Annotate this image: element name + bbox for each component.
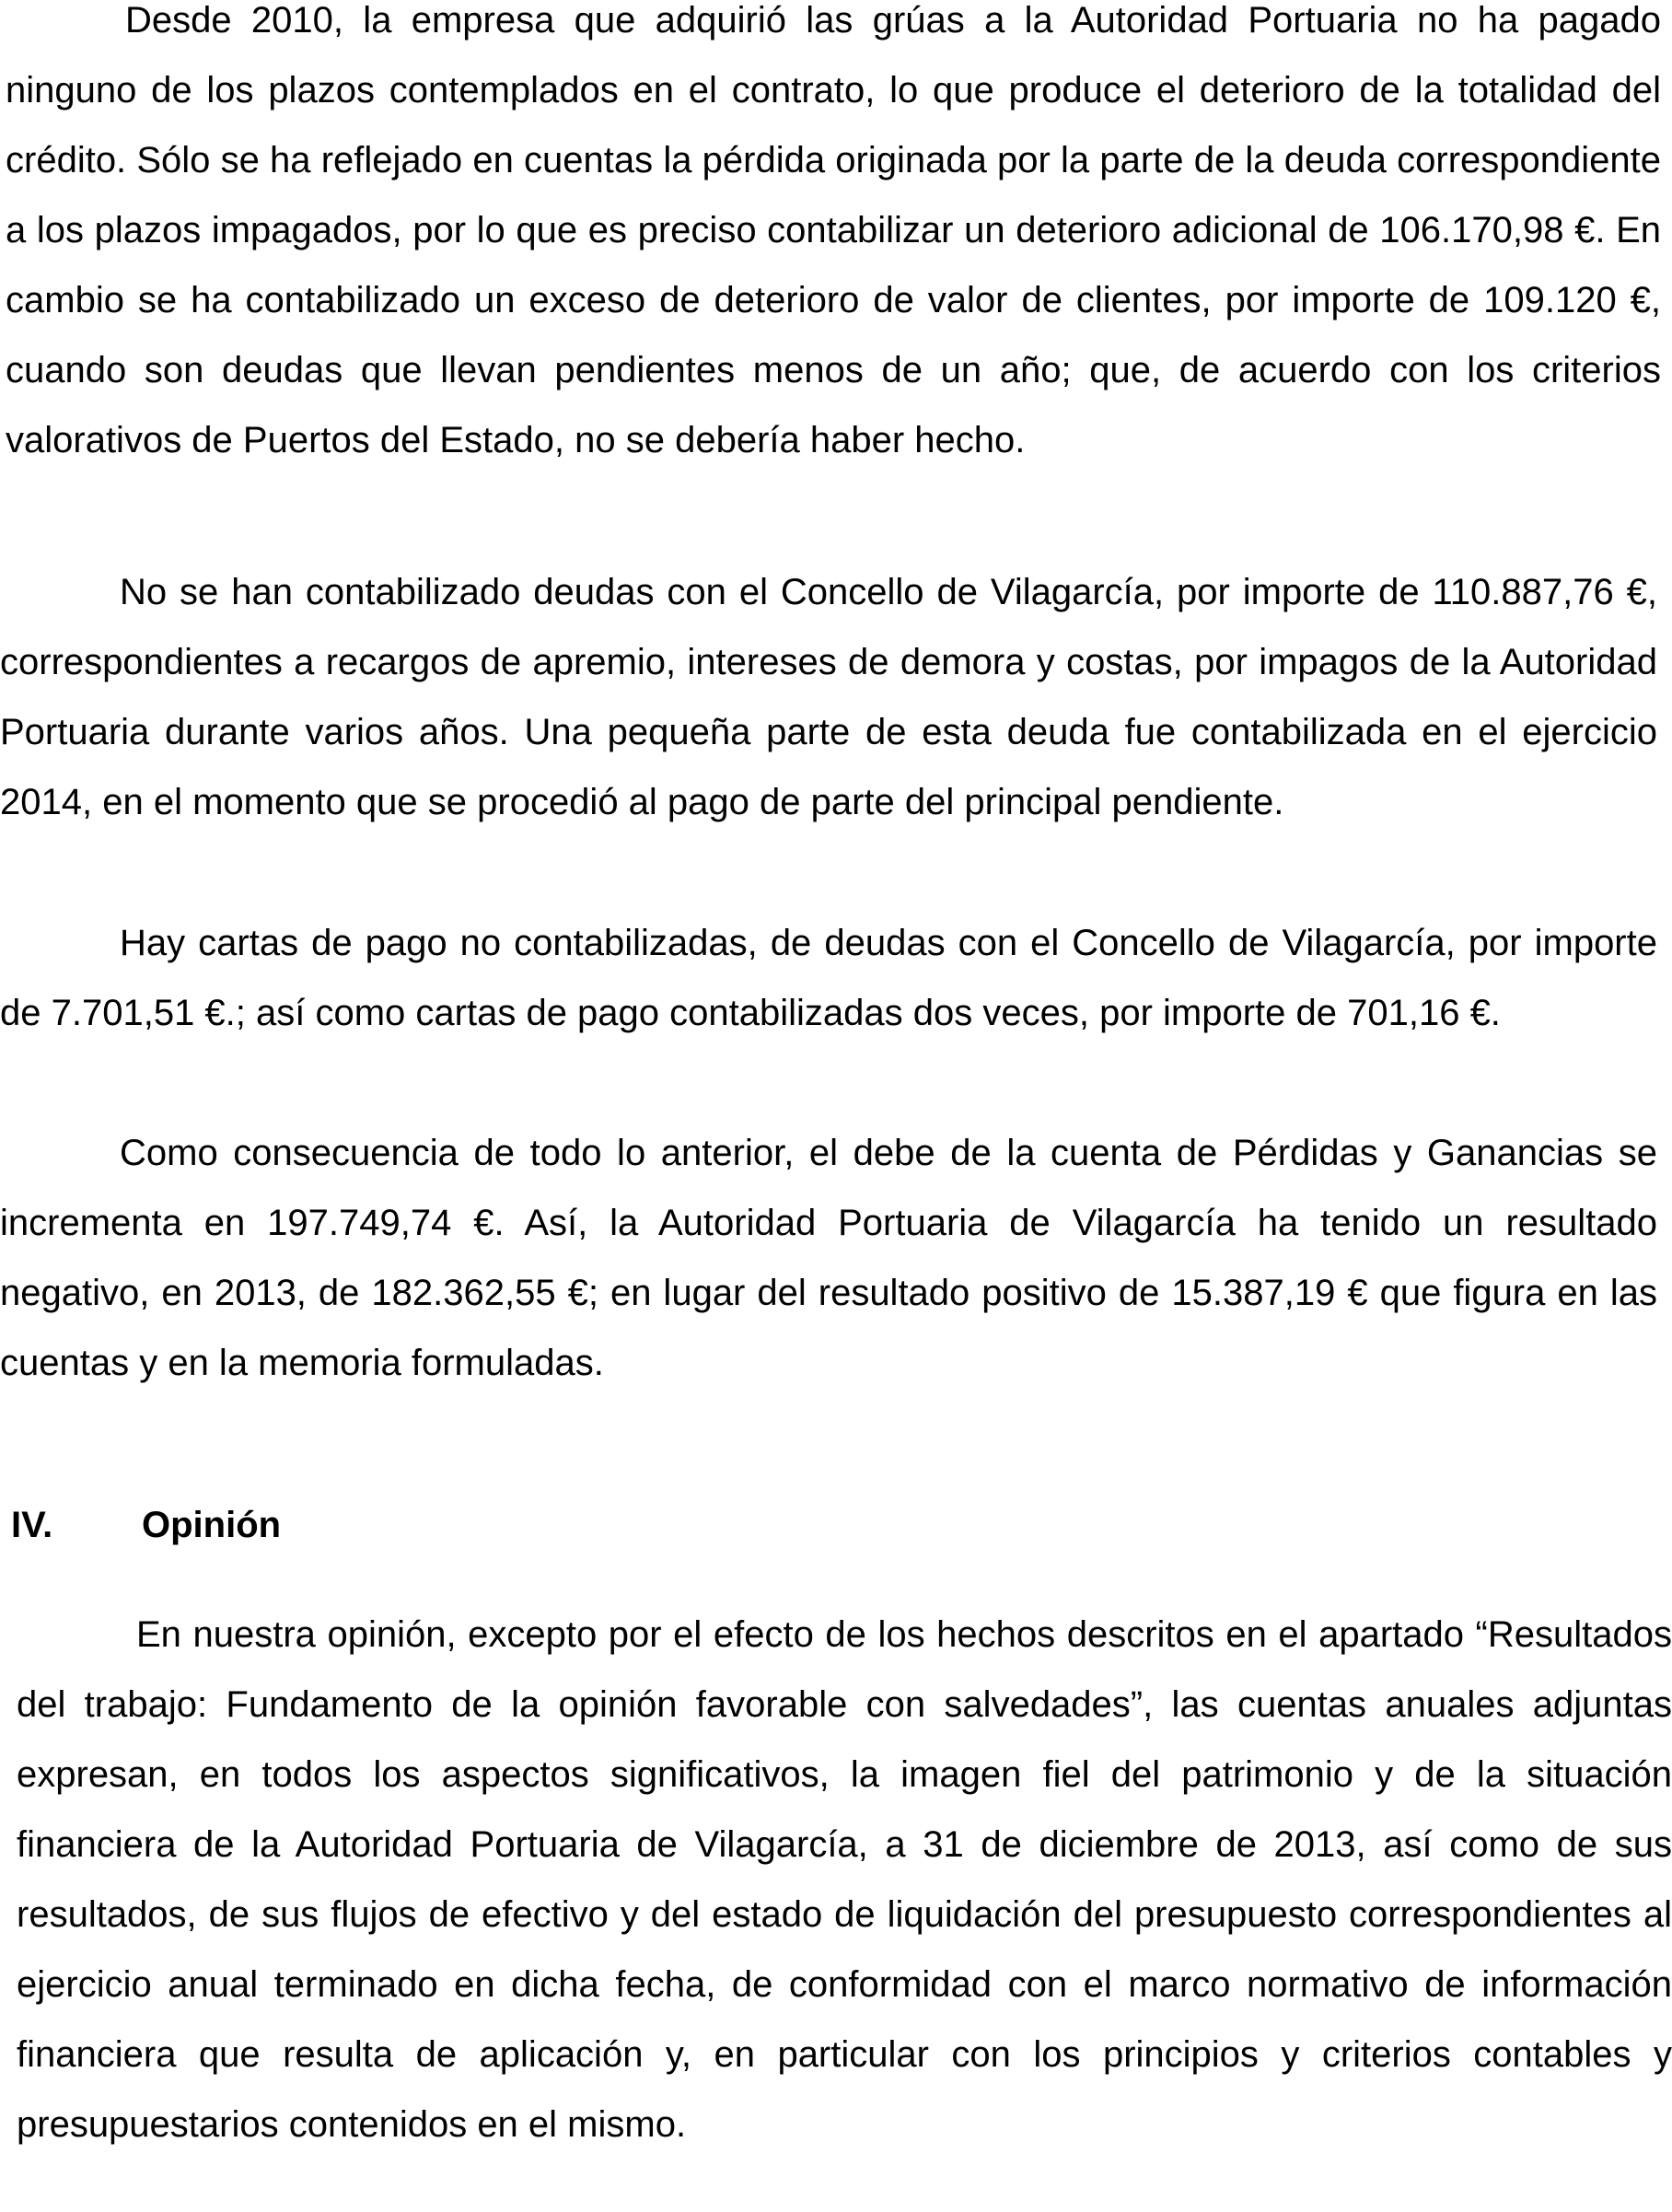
- paragraph-cartas-de-pago: Hay cartas de pago no contabilizadas, de deudas con el Concello de Vilagarcía, por importe de 7.701,51 €.; así como cartas de pago contabilizadas dos veces, por importe de 701,16 €.: [0, 923, 1657, 1033]
- section-title: Opinión: [142, 1505, 282, 1545]
- section-heading-opinion: [11, 1490, 281, 1560]
- paragraph-opinion: En nuestra opinión, excepto por el efecto de los hechos descritos en el apartado “Resultados del trabajo: Fundamento de la opinión favorable con salvedades”, las cuentas anuales adjuntas expresan, en todos los aspectos significativos, la imagen fiel del patrimonio y de la situación financiera de la Autoridad Portuaria de Vilagarcía, a 31 de diciembre de 2013, así como de sus resultados, de sus flujos de efectivo y del estado de liquidación del presupuesto correspondientes al ejercicio anual terminado en dicha fecha, de conformidad con el marco normativo de información financiera que resulta de aplicación y, en particular con los principios y criterios contables y presupuestarios contenidos en el mismo.: [17, 1614, 1672, 2145]
- section-number: IV.: [11, 1505, 53, 1545]
- paragraph-gruas-deterioro: Desde 2010, la empresa que adquirió las grúas a la Autoridad Portuaria no ha pagado ninguno de los plazos contemplados en el contrato, lo que produce el deterioro de la totalidad del crédito. Sólo se ha reflejado en cuentas la pérdida originada por la parte de la deuda correspondiente a los plazos impagados, por lo que es preciso contabilizar un deterioro adicional de 106.170,98 €. En cambio se ha contabilizado un exceso de deterioro de valor de clientes, por importe de 109.120 €, cuando son deudas que llevan pendientes menos de un año; que, de acuerdo con los criterios valorativos de Puertos del Estado, no se debería haber hecho.: [6, 0, 1661, 460]
- paragraph-deudas-concello: No se han contabilizado deudas con el Concello de Vilagarcía, por importe de 110.887,76 €, correspondientes a recargos de apremio, intereses de demora y costas, por impagos de la Autoridad Portuaria durante varios años. Una pequeña parte de esta deuda fue contabilizada en el ejercicio 2014, en el momento que se procedió al pago de parte del principal pendiente.: [0, 572, 1657, 822]
- paragraph-resultado-consecuencia: Como consecuencia de todo lo anterior, el debe de la cuenta de Pérdidas y Ganancias se incrementa en 197.749,74 €. Así, la Autoridad Portuaria de Vilagarcía ha tenido un resultado negativo, en 2013, de 182.362,55 €; en lugar del resultado positivo de 15.387,19 € que figura en las cuentas y en la memoria formuladas.: [0, 1133, 1657, 1383]
